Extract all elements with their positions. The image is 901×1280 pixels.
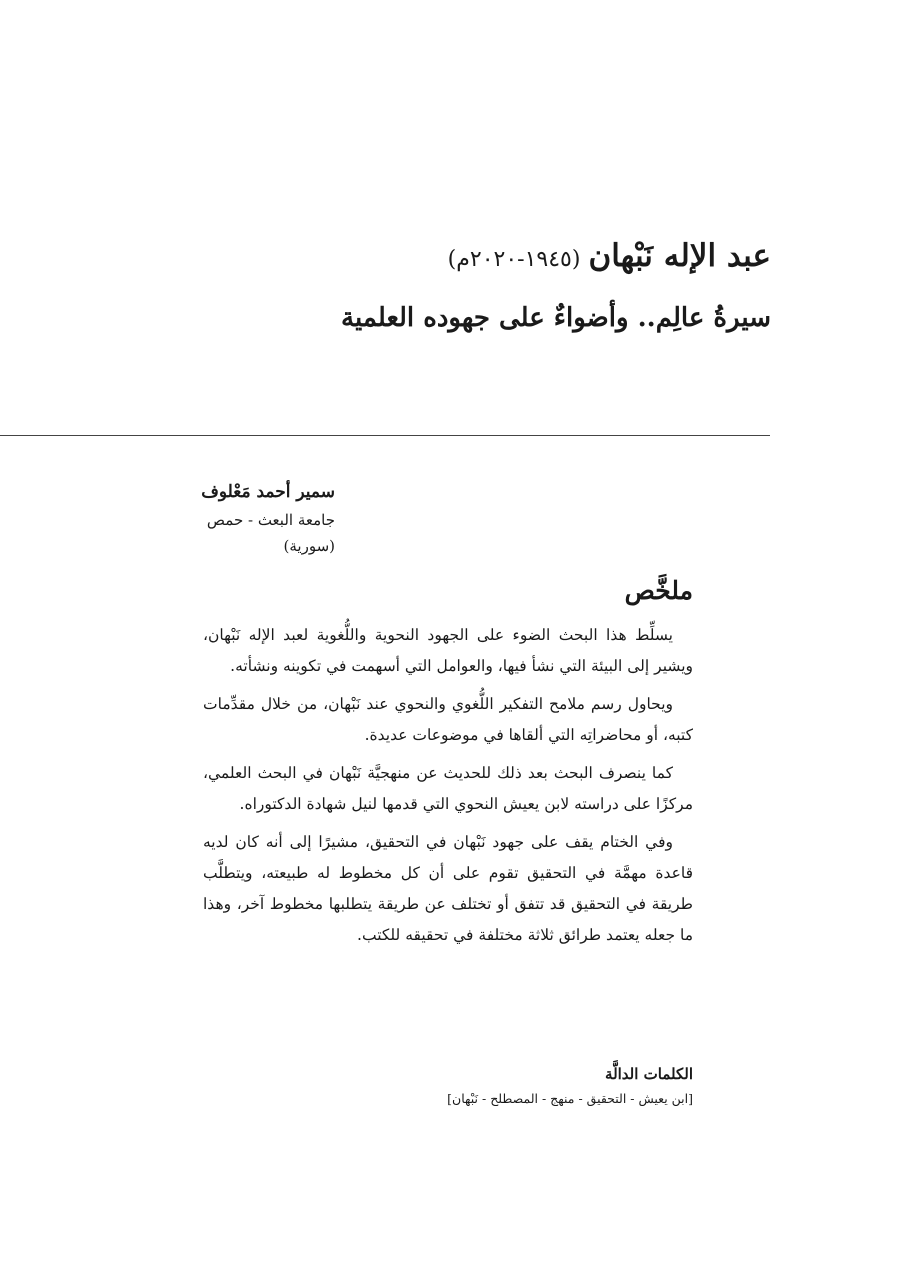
author-block [175, 478, 335, 559]
article-subtitle: سيرةُ عالِم.. وأضواءٌ على جهوده العلمية [341, 303, 771, 333]
keywords-list: [ابن يعيش - التحقيق - منهج - المصطلح - نَبْهان] [447, 1091, 693, 1106]
author-affiliation: جامعة البعث - حمص [206, 510, 335, 529]
title-dates: (١٩٤٥-٢٠٢٠م) [447, 247, 581, 272]
abstract-body [203, 620, 693, 958]
author-name: سمير أحمد مَعْلوف [201, 482, 335, 502]
keywords-heading: الكلمات الدالَّة [605, 1065, 693, 1083]
abstract-paragraph: يسلِّط هذا البحث الضوء على الجهود النحوية واللُّغوية لعبد الإله نَبْهان، ويشير إلى البيئة التي نشأ فيها، والعوامل التي أسهمت في تكوينه ونشأته. [203, 626, 693, 675]
title-main: عبد الإله نَبْهان [588, 238, 771, 274]
author-country: (سورية) [283, 537, 335, 556]
abstract-paragraph: ويحاول رسم ملامح التفكير اللُّغوي والنحوي عند نَبْهان، من خلال مقدِّمات كتبه، أو محاضراتِه التي ألقاها في موضوعات عديدة. [203, 695, 693, 744]
abstract-paragraph: وفي الختام يقف على جهود نَبْهان في التحقيق، مشيرًا إلى أنه كان لديه قاعدة مهمَّة في التحقيق تقوم على أن كل مخطوط له طبيعته، ويتطلَّب طريقة في التحقيق قد تتفق أو تختلف عن طريقة يتطلبها مخطوط آخر، وهذا ما جعله يعتمد طرائق ثلاثة مختلفة في تحقيقه للكتب. [203, 833, 693, 944]
abstract-paragraph: كما ينصرف البحث بعد ذلك للحديث عن منهجيَّة نَبْهان في البحث العلمي، مركزًا على دراسته لابن يعيش النحوي التي قدمها لنيل شهادة الدكتوراه. [203, 764, 693, 813]
keywords-block [203, 1062, 693, 1111]
section-divider [0, 435, 770, 436]
abstract-heading: ملخَّص [624, 576, 693, 605]
article-title [251, 236, 771, 276]
